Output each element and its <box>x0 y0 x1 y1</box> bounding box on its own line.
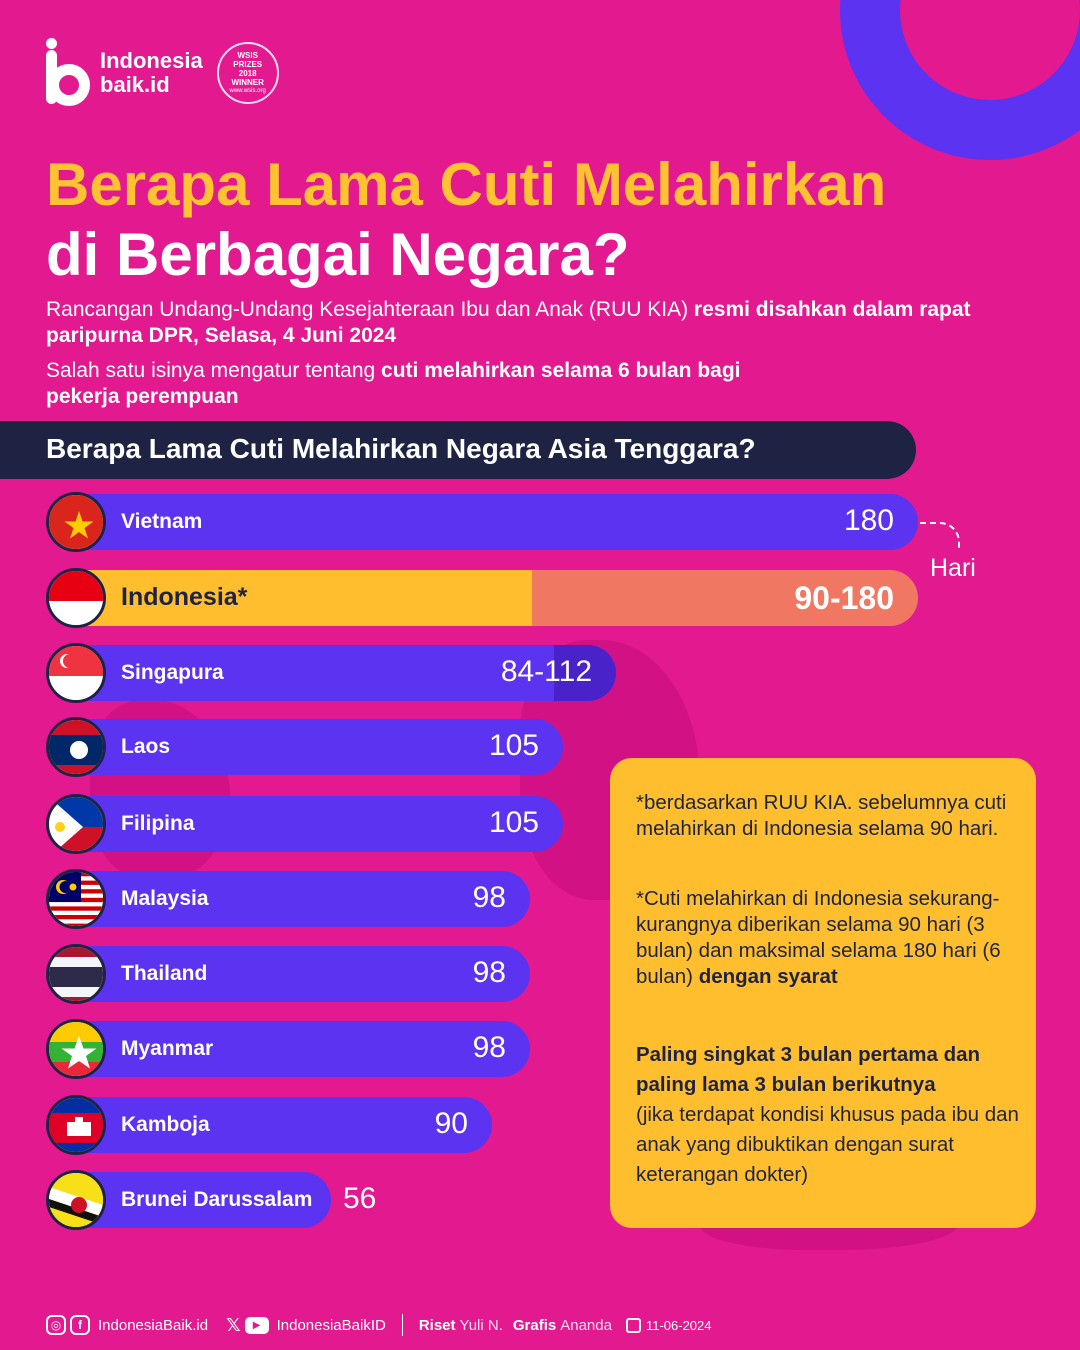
footer-handle-1[interactable]: IndonesiaBaik.id <box>98 1316 209 1334</box>
flag-icon <box>46 869 106 929</box>
country-label: Vietnam <box>121 510 203 533</box>
country-label: Filipina <box>121 812 195 835</box>
flag-icon <box>46 794 106 854</box>
subtitle-paragraph-1 <box>46 297 976 349</box>
country-label: Indonesia* <box>121 583 248 611</box>
note-2 <box>636 886 1021 990</box>
subtitle-bold: resmi disahkan dalam rapat paripurna DPR, Selasa, 4 Juni 2024 <box>46 298 971 347</box>
note-2-text: *Cuti melahirkan di Indonesia sekurang-kurangnya diberikan selama 90 hari (3 bulan) dan maksimal selama 180 hari (6 bulan) <box>636 887 1001 988</box>
flag-icon <box>46 944 106 1004</box>
country-label: Myanmar <box>121 1037 214 1060</box>
unit-label: Hari <box>930 554 976 582</box>
country-label: Brunei Darussalam <box>121 1188 313 1211</box>
award-text: WINNER <box>231 77 264 87</box>
value-label: 56 <box>343 1182 377 1215</box>
award-text: WSIS <box>237 50 258 60</box>
flag-icon <box>46 1170 106 1230</box>
flag-icon <box>46 717 106 777</box>
grafis-name: Ananda <box>560 1316 612 1334</box>
subtitle-bold: cuti melahirkan selama 6 bulan bagi pekerja perempuan <box>46 359 741 408</box>
brand-logo <box>46 38 279 108</box>
youtube-icon[interactable]: ▶ <box>245 1317 269 1334</box>
note-2-bold: dengan syarat <box>698 965 838 988</box>
country-label: Singapura <box>121 661 224 684</box>
value-label: 180 <box>843 504 894 537</box>
x-icon[interactable]: 𝕏 <box>226 1314 241 1335</box>
country-label: Malaysia <box>121 887 209 910</box>
flag-icon <box>46 492 106 552</box>
value-label: 90 <box>434 1107 468 1140</box>
page-title-line1: Berapa Lama Cuti Melahirkan <box>46 151 887 218</box>
value-label: 105 <box>488 729 539 762</box>
decorative-ring <box>840 0 1080 160</box>
date: 11-06-2024 <box>645 1317 712 1333</box>
country-label: Laos <box>121 735 171 758</box>
brand-name <box>100 49 203 97</box>
award-text: 2018 <box>238 68 257 78</box>
section-header <box>0 421 916 479</box>
value-label: 98 <box>472 1031 506 1064</box>
value-label: 84-112 <box>500 655 592 688</box>
brand-line1: Indonesia <box>100 48 203 73</box>
logo-mark <box>46 38 92 108</box>
riset-name: Yuli N. <box>459 1316 503 1334</box>
note-1: *berdasarkan RUU KIA. sebelumnya cuti melahirkan di Indonesia selama 90 hari. <box>636 791 1007 840</box>
facebook-icon[interactable]: f <box>70 1315 90 1335</box>
subtitle-text: Rancangan Undang-Undang Kesejahteraan Ibu dan Anak (RUU KIA) <box>46 298 694 321</box>
footer-divider <box>402 1314 403 1336</box>
value-label: 98 <box>472 956 506 989</box>
notes-box <box>610 758 1036 1228</box>
value-label: 90-180 <box>794 580 894 616</box>
unit-pointer <box>920 522 960 548</box>
subtitle-paragraph-2 <box>46 358 806 410</box>
footer-handle-2[interactable]: IndonesiaBaikID <box>276 1316 386 1334</box>
value-label: 98 <box>472 881 506 914</box>
country-label: Thailand <box>121 962 208 985</box>
country-label: Kamboja <box>121 1113 210 1136</box>
flag-icon <box>46 568 106 628</box>
calendar-icon <box>626 1318 641 1333</box>
award-url: www.wsis.org <box>229 87 266 94</box>
note-3-text: (jika terdapat kondisi khusus pada ibu dan anak yang dibuktikan dengan surat keterangan dokter) <box>636 1103 1019 1186</box>
footer <box>46 1314 712 1336</box>
grafis-label: Grafis <box>512 1316 557 1334</box>
award-text: PRIZES <box>233 59 263 69</box>
flag-icon <box>46 1019 106 1079</box>
subtitle-text: Salah satu isinya mengatur tentang <box>46 359 382 382</box>
brand-line2: baik.id <box>100 72 170 97</box>
award-badge <box>217 42 279 104</box>
instagram-icon[interactable]: ◎ <box>46 1315 66 1335</box>
flag-icon <box>46 643 106 703</box>
note-3-bold: Paling singkat 3 bulan pertama dan paling lama 3 bulan berikutnya <box>636 1043 981 1096</box>
note-3 <box>636 1040 1021 1190</box>
value-label: 105 <box>488 806 539 839</box>
riset-label: Riset <box>418 1316 456 1334</box>
section-title: Berapa Lama Cuti Melahirkan Negara Asia Tenggara? <box>46 433 756 464</box>
flag-icon <box>46 1095 106 1155</box>
page-title-line2: di Berbagai Negara? <box>46 221 630 288</box>
